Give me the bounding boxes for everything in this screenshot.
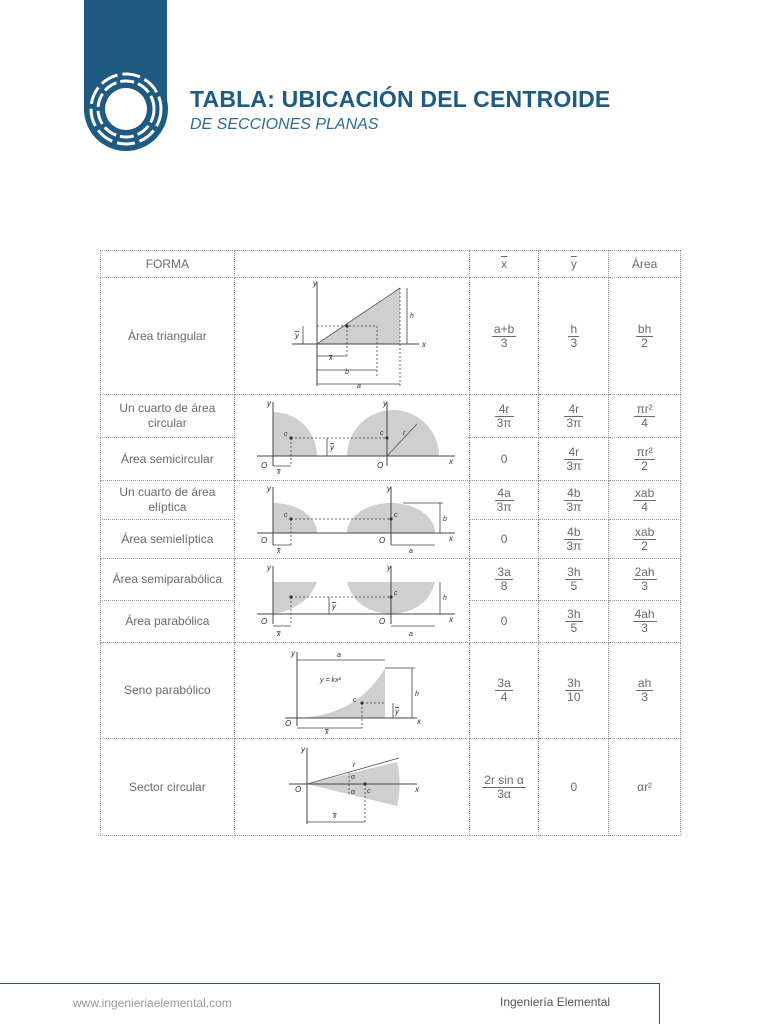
row-ybar: $\frac{3h}{5}$	[539, 559, 609, 601]
svg-text:c: c	[283, 511, 288, 519]
table-row	[101, 278, 681, 395]
centroid-table	[100, 250, 681, 836]
svg-text:c: c	[283, 430, 288, 438]
svg-text:x: x	[276, 547, 281, 555]
svg-text:y: y	[290, 648, 295, 658]
row-ybar: $\frac{4b}{3\pi}$	[539, 520, 609, 559]
svg-text:x: x	[276, 630, 281, 638]
row-xbar: $\frac{3a}{4}$	[469, 643, 539, 739]
row-area: $\frac{\text{xab}}{4}$	[609, 481, 681, 520]
svg-text:O: O	[260, 460, 267, 470]
svg-text:α: α	[350, 774, 355, 781]
header-forma: FORMA	[101, 251, 235, 278]
svg-text:y: y	[266, 483, 271, 493]
svg-text:O: O	[284, 718, 291, 728]
svg-text:y: y	[294, 331, 299, 340]
svg-text:y: y	[266, 398, 271, 408]
sector-figure	[234, 739, 469, 836]
table-row	[101, 643, 681, 739]
svg-text:c: c	[393, 511, 398, 519]
svg-text:y: y	[386, 483, 391, 493]
row-name: Un cuarto de área circular	[101, 395, 235, 438]
row-xbar: 0	[469, 520, 539, 559]
svg-text:O: O	[260, 535, 267, 545]
svg-text:y: y	[312, 280, 317, 288]
svg-text:r: r	[402, 429, 406, 437]
row-name: Seno parabólico	[101, 643, 235, 739]
row-ybar: $\frac{3h}{5}$	[539, 601, 609, 643]
row-area: $\frac{\text{πr²}}{4}$	[609, 395, 681, 438]
page-subtitle: DE SECCIONES PLANAS	[190, 116, 379, 133]
svg-text:a: a	[408, 547, 413, 555]
table-row	[101, 559, 681, 601]
footer-url[interactable]: www.ingenieriaelemental.com	[73, 996, 232, 1010]
svg-text:O: O	[378, 535, 385, 545]
svg-text:y: y	[331, 601, 336, 611]
svg-text:c: c	[352, 696, 357, 704]
footer-divider	[0, 983, 660, 984]
footer-brand: Ingeniería Elemental	[500, 995, 611, 1009]
row-name: Área parabólica	[101, 601, 235, 643]
row-area: $\frac{\text{πr²}}{2}$	[609, 438, 681, 481]
svg-text:y: y	[300, 745, 305, 754]
svg-text:y: y	[394, 706, 399, 716]
svg-text:O: O	[294, 785, 301, 794]
svg-text:x: x	[276, 468, 281, 476]
header-ybar: $\overline{y}$	[539, 251, 609, 278]
footer-divider-vertical	[659, 983, 660, 1024]
row-ybar: $\frac{h}{3}$	[539, 278, 609, 395]
svg-text:y = kx²: y = kx²	[319, 676, 341, 684]
header-area: Área	[609, 251, 681, 278]
row-ybar: $\frac{3h}{10}$	[539, 643, 609, 739]
svg-text:x: x	[448, 614, 453, 624]
svg-text:a: a	[408, 630, 413, 638]
svg-text:x: x	[332, 813, 337, 820]
svg-text:c: c	[366, 788, 371, 795]
row-xbar: $\frac{a+b}{3}$	[469, 278, 539, 395]
row-name: Área semicircular	[101, 438, 235, 481]
header-xbar: $\overline{x}$	[469, 251, 539, 278]
row-area: $\frac{4ah}{3}$	[609, 601, 681, 643]
svg-text:x: x	[414, 785, 419, 794]
svg-text:y: y	[329, 442, 334, 452]
svg-text:y: y	[266, 562, 271, 572]
page-title: TABLA: UBICACIÓN DEL CENTROIDE	[190, 86, 611, 112]
svg-text:b: b	[344, 369, 349, 376]
circle-figure	[234, 395, 469, 481]
svg-text:O: O	[260, 616, 267, 626]
row-name: Un cuarto de área elíptica	[101, 481, 235, 520]
row-ybar: $\frac{4r}{3\pi}$	[539, 438, 609, 481]
row-name: Área semielíptica	[101, 520, 235, 559]
svg-text:x: x	[328, 355, 333, 362]
svg-text:r: r	[352, 762, 356, 769]
logo-icon	[83, 66, 169, 152]
table-row	[101, 739, 681, 836]
row-ybar: $\frac{4b}{3\pi}$	[539, 481, 609, 520]
svg-text:h: h	[409, 313, 414, 320]
svg-text:a: a	[356, 383, 361, 390]
svg-text:x: x	[448, 456, 453, 466]
svg-text:h: h	[414, 690, 419, 698]
row-name: Sector circular	[101, 739, 235, 836]
svg-text:a: a	[336, 651, 341, 659]
table-row	[101, 395, 681, 438]
parabola-figure	[234, 559, 469, 643]
row-ybar: $\frac{4r}{3\pi}$	[539, 395, 609, 438]
svg-text:x: x	[324, 728, 329, 736]
svg-text:x: x	[416, 716, 421, 726]
row-xbar: $\frac{4r}{3\pi}$	[469, 395, 539, 438]
ellipse-figure	[234, 481, 469, 559]
row-area: $\frac{2ah}{3}$	[609, 559, 681, 601]
row-xbar: 0	[469, 601, 539, 643]
svg-text:c: c	[379, 429, 384, 437]
row-area: αr²	[609, 739, 681, 836]
row-name: Área triangular	[101, 278, 235, 395]
row-xbar: $\frac{3a}{8}$	[469, 559, 539, 601]
svg-text:c: c	[393, 589, 398, 597]
svg-text:x: x	[448, 533, 453, 543]
svg-text:O: O	[378, 616, 385, 626]
row-xbar: $\frac{4a}{3\pi}$	[469, 481, 539, 520]
row-area: $\frac{ah}{3}$	[609, 643, 681, 739]
svg-text:y: y	[382, 398, 387, 408]
svg-text:α: α	[350, 789, 355, 796]
spandrel-figure	[234, 643, 469, 739]
table-row	[101, 481, 681, 520]
row-ybar: 0	[539, 739, 609, 836]
svg-text:O: O	[376, 460, 383, 470]
row-xbar: $\frac{\text{2r sin α}}{3\alpha}$	[469, 739, 539, 836]
row-xbar: 0	[469, 438, 539, 481]
svg-text:x: x	[421, 340, 426, 349]
row-name: Área semiparabólica	[101, 559, 235, 601]
row-area: $\frac{\text{xab}}{2}$	[609, 520, 681, 559]
svg-text:h: h	[442, 594, 447, 602]
table-header-row	[101, 251, 681, 278]
header-figure	[234, 251, 469, 278]
triangle-figure	[234, 278, 469, 395]
svg-text:y: y	[386, 562, 391, 572]
svg-text:b: b	[442, 515, 447, 523]
row-area: $\frac{bh}{2}$	[609, 278, 681, 395]
